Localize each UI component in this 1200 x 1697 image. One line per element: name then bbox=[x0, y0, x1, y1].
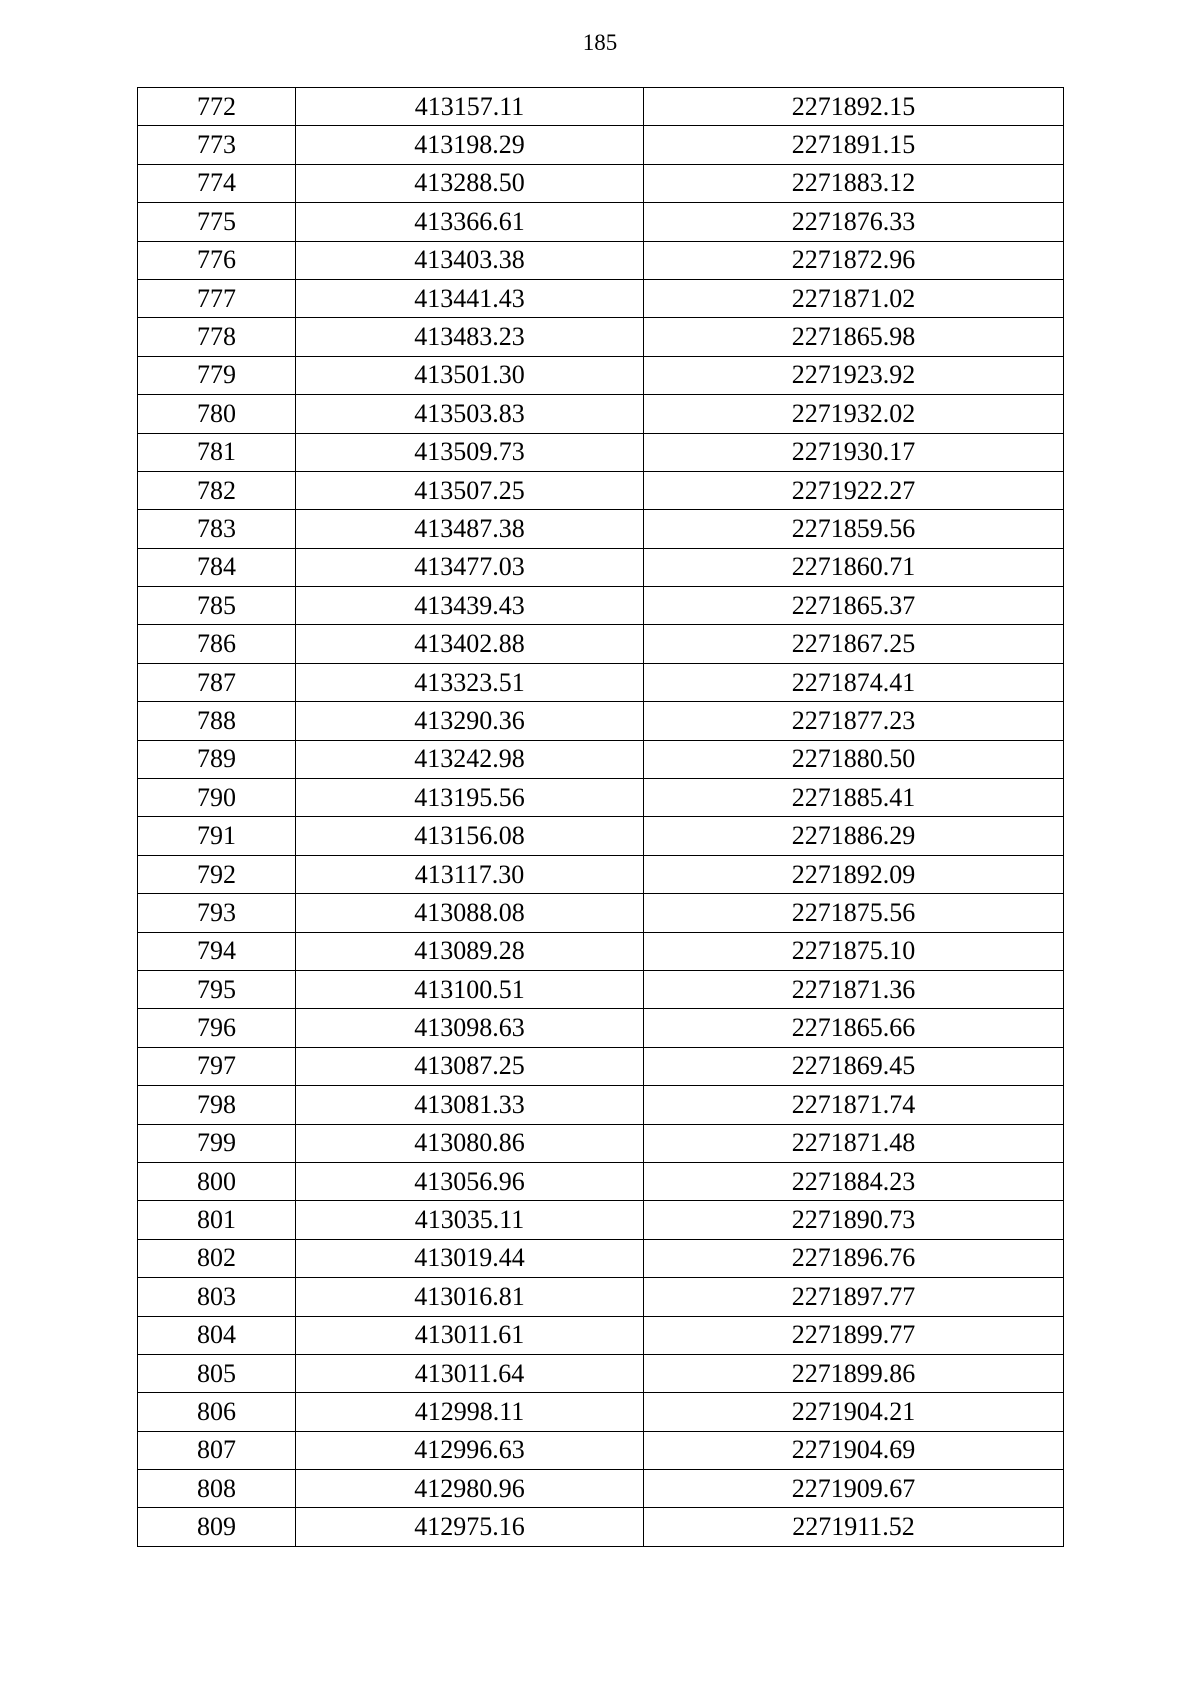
x-coordinate-cell: 413477.03 bbox=[296, 548, 644, 586]
y-coordinate-cell: 2271899.77 bbox=[644, 1316, 1064, 1354]
table-row bbox=[138, 126, 1064, 164]
x-coordinate-cell: 413019.44 bbox=[296, 1239, 644, 1277]
table-row bbox=[138, 970, 1064, 1008]
table-row bbox=[138, 817, 1064, 855]
x-coordinate-cell: 413439.43 bbox=[296, 587, 644, 625]
x-coordinate-cell: 413290.36 bbox=[296, 702, 644, 740]
x-coordinate-cell: 413198.29 bbox=[296, 126, 644, 164]
y-coordinate-cell: 2271869.45 bbox=[644, 1047, 1064, 1085]
table-row bbox=[138, 471, 1064, 509]
point-id-cell: 806 bbox=[138, 1393, 296, 1431]
x-coordinate-cell: 413011.61 bbox=[296, 1316, 644, 1354]
y-coordinate-cell: 2271892.09 bbox=[644, 855, 1064, 893]
x-coordinate-cell: 413403.38 bbox=[296, 241, 644, 279]
x-coordinate-cell: 413117.30 bbox=[296, 855, 644, 893]
table-row bbox=[138, 395, 1064, 433]
y-coordinate-cell: 2271860.71 bbox=[644, 548, 1064, 586]
y-coordinate-cell: 2271875.56 bbox=[644, 894, 1064, 932]
point-id-cell: 797 bbox=[138, 1047, 296, 1085]
point-id-cell: 778 bbox=[138, 318, 296, 356]
point-id-cell: 793 bbox=[138, 894, 296, 932]
table-row bbox=[138, 433, 1064, 471]
x-coordinate-cell: 413507.25 bbox=[296, 471, 644, 509]
table-row bbox=[138, 203, 1064, 241]
y-coordinate-cell: 2271904.21 bbox=[644, 1393, 1064, 1431]
y-coordinate-cell: 2271867.25 bbox=[644, 625, 1064, 663]
point-id-cell: 803 bbox=[138, 1278, 296, 1316]
x-coordinate-cell: 413503.83 bbox=[296, 395, 644, 433]
coordinate-table bbox=[137, 87, 1064, 1547]
y-coordinate-cell: 2271896.76 bbox=[644, 1239, 1064, 1277]
point-id-cell: 773 bbox=[138, 126, 296, 164]
point-id-cell: 781 bbox=[138, 433, 296, 471]
point-id-cell: 782 bbox=[138, 471, 296, 509]
point-id-cell: 774 bbox=[138, 164, 296, 202]
point-id-cell: 802 bbox=[138, 1239, 296, 1277]
table-row bbox=[138, 932, 1064, 970]
point-id-cell: 800 bbox=[138, 1162, 296, 1200]
point-id-cell: 799 bbox=[138, 1124, 296, 1162]
point-id-cell: 792 bbox=[138, 855, 296, 893]
table-row bbox=[138, 625, 1064, 663]
point-id-cell: 789 bbox=[138, 740, 296, 778]
y-coordinate-cell: 2271890.73 bbox=[644, 1201, 1064, 1239]
point-id-cell: 775 bbox=[138, 203, 296, 241]
point-id-cell: 796 bbox=[138, 1009, 296, 1047]
table-row bbox=[138, 587, 1064, 625]
y-coordinate-cell: 2271875.10 bbox=[644, 932, 1064, 970]
table-row bbox=[138, 1239, 1064, 1277]
y-coordinate-cell: 2271922.27 bbox=[644, 471, 1064, 509]
point-id-cell: 777 bbox=[138, 279, 296, 317]
table-row bbox=[138, 1470, 1064, 1508]
table-row bbox=[138, 1047, 1064, 1085]
table-row bbox=[138, 548, 1064, 586]
x-coordinate-cell: 413056.96 bbox=[296, 1162, 644, 1200]
x-coordinate-cell: 413195.56 bbox=[296, 779, 644, 817]
y-coordinate-cell: 2271871.36 bbox=[644, 970, 1064, 1008]
table-row bbox=[138, 1316, 1064, 1354]
table-row bbox=[138, 164, 1064, 202]
x-coordinate-cell: 413487.38 bbox=[296, 510, 644, 548]
y-coordinate-cell: 2271911.52 bbox=[644, 1508, 1064, 1546]
y-coordinate-cell: 2271874.41 bbox=[644, 663, 1064, 701]
table-row bbox=[138, 241, 1064, 279]
table-row bbox=[138, 1354, 1064, 1392]
x-coordinate-cell: 413288.50 bbox=[296, 164, 644, 202]
y-coordinate-cell: 2271877.23 bbox=[644, 702, 1064, 740]
point-id-cell: 779 bbox=[138, 356, 296, 394]
point-id-cell: 780 bbox=[138, 395, 296, 433]
x-coordinate-cell: 412980.96 bbox=[296, 1470, 644, 1508]
point-id-cell: 788 bbox=[138, 702, 296, 740]
table-row bbox=[138, 1278, 1064, 1316]
y-coordinate-cell: 2271892.15 bbox=[644, 88, 1064, 126]
y-coordinate-cell: 2271865.98 bbox=[644, 318, 1064, 356]
x-coordinate-cell: 413402.88 bbox=[296, 625, 644, 663]
point-id-cell: 791 bbox=[138, 817, 296, 855]
x-coordinate-cell: 413157.11 bbox=[296, 88, 644, 126]
table-row bbox=[138, 894, 1064, 932]
x-coordinate-cell: 413242.98 bbox=[296, 740, 644, 778]
point-id-cell: 776 bbox=[138, 241, 296, 279]
y-coordinate-cell: 2271891.15 bbox=[644, 126, 1064, 164]
table-row bbox=[138, 1162, 1064, 1200]
x-coordinate-cell: 412998.11 bbox=[296, 1393, 644, 1431]
y-coordinate-cell: 2271865.37 bbox=[644, 587, 1064, 625]
table-row bbox=[138, 510, 1064, 548]
x-coordinate-cell: 413323.51 bbox=[296, 663, 644, 701]
point-id-cell: 784 bbox=[138, 548, 296, 586]
x-coordinate-cell: 413011.64 bbox=[296, 1354, 644, 1392]
y-coordinate-cell: 2271932.02 bbox=[644, 395, 1064, 433]
point-id-cell: 807 bbox=[138, 1431, 296, 1469]
page-number: 185 bbox=[582, 30, 618, 55]
point-id-cell: 785 bbox=[138, 587, 296, 625]
table-row bbox=[138, 1508, 1064, 1546]
point-id-cell: 787 bbox=[138, 663, 296, 701]
point-id-cell: 786 bbox=[138, 625, 296, 663]
point-id-cell: 783 bbox=[138, 510, 296, 548]
x-coordinate-cell: 413501.30 bbox=[296, 356, 644, 394]
point-id-cell: 808 bbox=[138, 1470, 296, 1508]
x-coordinate-cell: 413509.73 bbox=[296, 433, 644, 471]
x-coordinate-cell: 413483.23 bbox=[296, 318, 644, 356]
table-row bbox=[138, 1086, 1064, 1124]
x-coordinate-cell: 413087.25 bbox=[296, 1047, 644, 1085]
point-id-cell: 790 bbox=[138, 779, 296, 817]
table-row bbox=[138, 740, 1064, 778]
point-id-cell: 809 bbox=[138, 1508, 296, 1546]
table-row bbox=[138, 318, 1064, 356]
table-row bbox=[138, 1009, 1064, 1047]
table-row bbox=[138, 88, 1064, 126]
point-id-cell: 798 bbox=[138, 1086, 296, 1124]
y-coordinate-cell: 2271871.02 bbox=[644, 279, 1064, 317]
y-coordinate-cell: 2271871.74 bbox=[644, 1086, 1064, 1124]
x-coordinate-cell: 413366.61 bbox=[296, 203, 644, 241]
y-coordinate-cell: 2271930.17 bbox=[644, 433, 1064, 471]
y-coordinate-cell: 2271909.67 bbox=[644, 1470, 1064, 1508]
x-coordinate-cell: 413100.51 bbox=[296, 970, 644, 1008]
y-coordinate-cell: 2271871.48 bbox=[644, 1124, 1064, 1162]
y-coordinate-cell: 2271883.12 bbox=[644, 164, 1064, 202]
x-coordinate-cell: 413035.11 bbox=[296, 1201, 644, 1239]
y-coordinate-cell: 2271859.56 bbox=[644, 510, 1064, 548]
point-id-cell: 795 bbox=[138, 970, 296, 1008]
table-row bbox=[138, 1124, 1064, 1162]
x-coordinate-cell: 413088.08 bbox=[296, 894, 644, 932]
point-id-cell: 804 bbox=[138, 1316, 296, 1354]
x-coordinate-cell: 413156.08 bbox=[296, 817, 644, 855]
x-coordinate-cell: 413098.63 bbox=[296, 1009, 644, 1047]
x-coordinate-cell: 413080.86 bbox=[296, 1124, 644, 1162]
table-row bbox=[138, 855, 1064, 893]
y-coordinate-cell: 2271880.50 bbox=[644, 740, 1064, 778]
x-coordinate-cell: 413081.33 bbox=[296, 1086, 644, 1124]
coordinate-table-body bbox=[138, 88, 1064, 1547]
point-id-cell: 805 bbox=[138, 1354, 296, 1392]
y-coordinate-cell: 2271865.66 bbox=[644, 1009, 1064, 1047]
table-row bbox=[138, 1431, 1064, 1469]
y-coordinate-cell: 2271872.96 bbox=[644, 241, 1064, 279]
x-coordinate-cell: 413441.43 bbox=[296, 279, 644, 317]
y-coordinate-cell: 2271899.86 bbox=[644, 1354, 1064, 1392]
table-row bbox=[138, 356, 1064, 394]
y-coordinate-cell: 2271884.23 bbox=[644, 1162, 1064, 1200]
point-id-cell: 801 bbox=[138, 1201, 296, 1239]
y-coordinate-cell: 2271876.33 bbox=[644, 203, 1064, 241]
point-id-cell: 794 bbox=[138, 932, 296, 970]
point-id-cell: 772 bbox=[138, 88, 296, 126]
y-coordinate-cell: 2271897.77 bbox=[644, 1278, 1064, 1316]
y-coordinate-cell: 2271886.29 bbox=[644, 817, 1064, 855]
x-coordinate-cell: 412975.16 bbox=[296, 1508, 644, 1546]
y-coordinate-cell: 2271885.41 bbox=[644, 779, 1064, 817]
x-coordinate-cell: 413016.81 bbox=[296, 1278, 644, 1316]
x-coordinate-cell: 412996.63 bbox=[296, 1431, 644, 1469]
table-row bbox=[138, 663, 1064, 701]
table-row bbox=[138, 1201, 1064, 1239]
table-row bbox=[138, 702, 1064, 740]
y-coordinate-cell: 2271904.69 bbox=[644, 1431, 1064, 1469]
table-row bbox=[138, 1393, 1064, 1431]
table-row bbox=[138, 279, 1064, 317]
table-row bbox=[138, 779, 1064, 817]
y-coordinate-cell: 2271923.92 bbox=[644, 356, 1064, 394]
x-coordinate-cell: 413089.28 bbox=[296, 932, 644, 970]
